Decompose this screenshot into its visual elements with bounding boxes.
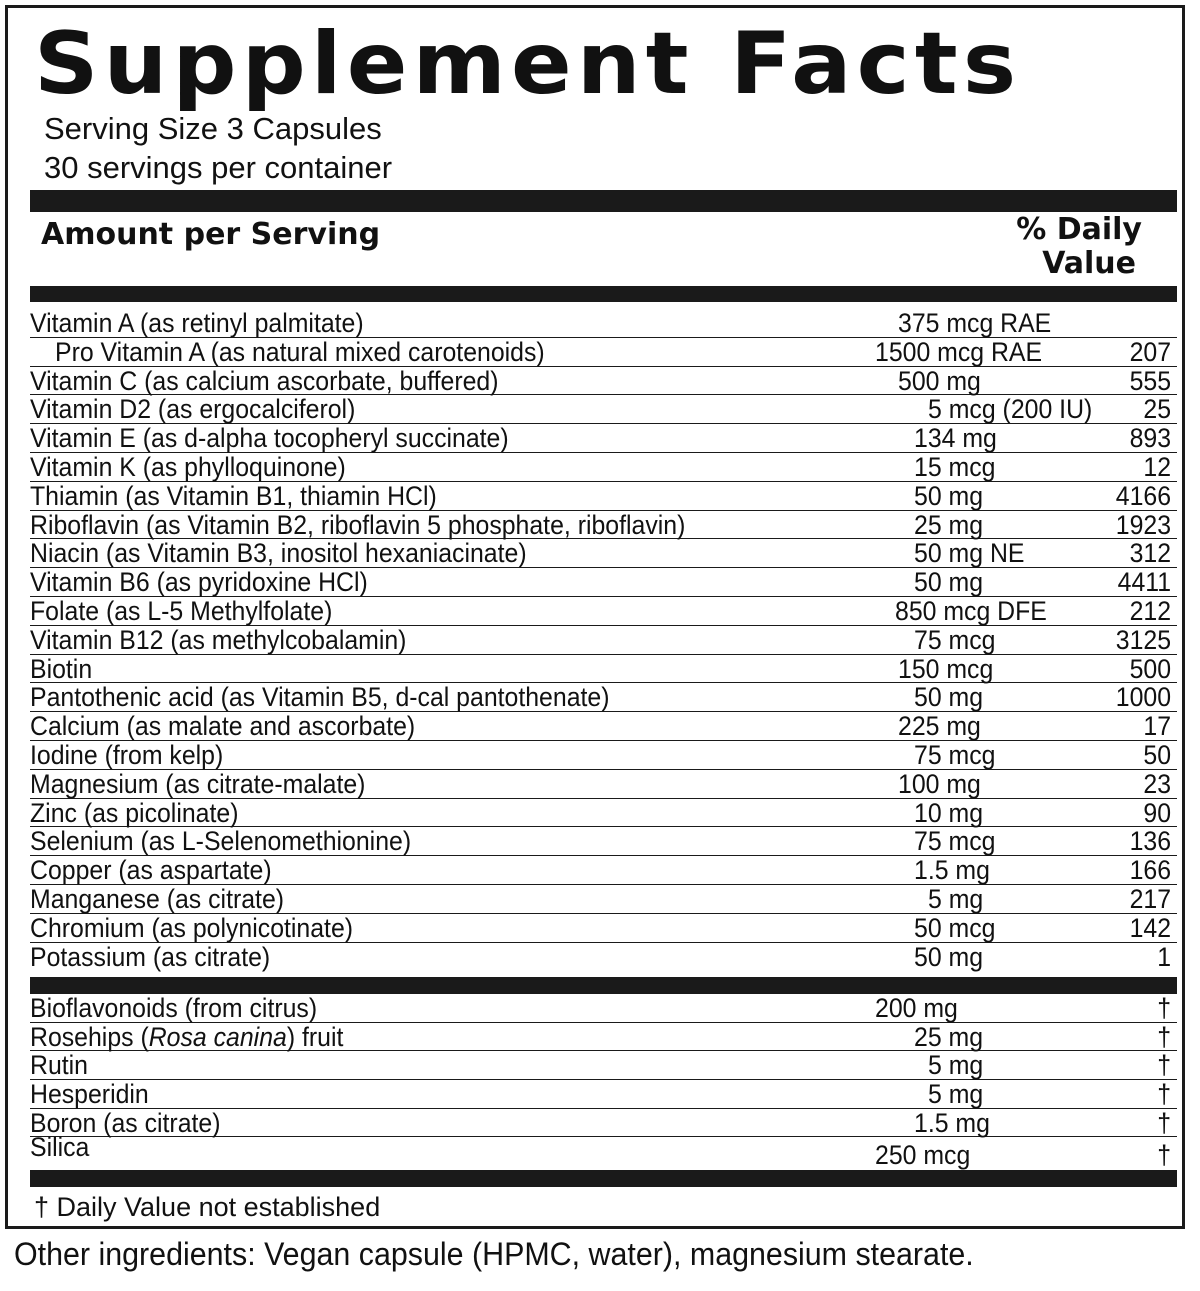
nutrient-amount: 50 mcg — [914, 912, 996, 943]
thick-divider-other — [30, 977, 1177, 994]
nutrient-dv: 12 — [1143, 451, 1171, 482]
other-dv: † — [1157, 1050, 1171, 1081]
nutrient-name: Vitamin B12 (as methylcobalamin) — [30, 624, 407, 655]
other-name-italic: Rosa canina — [148, 1021, 287, 1052]
nutrient-amount: 1.5 mg — [914, 855, 990, 886]
nutrient-name: Potassium (as citrate) — [30, 941, 271, 972]
nutrient-row — [30, 799, 1177, 828]
nutrient-row — [30, 539, 1177, 568]
nutrient-dv: 893 — [1129, 423, 1171, 454]
nutrient-row — [30, 827, 1177, 856]
nutrient-name: Pantothenic acid (as Vitamin B5, d-cal pantothenate) — [30, 682, 610, 713]
nutrient-amount: 50 mg — [914, 567, 984, 598]
nutrient-dv: 136 — [1129, 826, 1171, 857]
nutrient-dv: 23 — [1143, 768, 1171, 799]
nutrient-amount: 500 mg — [898, 365, 981, 396]
nutrient-dv: 500 — [1129, 653, 1171, 684]
other-amount: 5 mg — [928, 1079, 984, 1110]
nutrient-amount: 225 mg — [898, 711, 981, 742]
nutrient-dv: 166 — [1129, 855, 1171, 886]
other-amount: 200 mg — [875, 993, 958, 1023]
nutrient-dv: 1923 — [1115, 509, 1171, 540]
nutrient-amount: 50 mg NE — [914, 538, 1025, 569]
nutrient-amount: 850 mcg DFE — [895, 595, 1047, 626]
nutrient-dv: 4411 — [1117, 567, 1171, 598]
nutrient-name: Folate (as L-5 Methylfolate) — [30, 595, 333, 626]
nutrient-dv: 312 — [1129, 538, 1171, 569]
nutrient-row — [30, 943, 1177, 972]
nutrient-dv: 207 — [1129, 336, 1171, 367]
nutrient-name: Vitamin C (as calcium ascorbate, buffered) — [30, 365, 499, 396]
nutrient-amount: 150 mcg — [898, 653, 994, 684]
label-title: Supplement Facts — [34, 14, 1022, 114]
other-row — [30, 1051, 1177, 1080]
other-row — [30, 1109, 1177, 1138]
nutrient-row — [30, 482, 1177, 511]
other-name: Hesperidin — [30, 1079, 149, 1110]
other-name-after: ) fruit — [286, 1021, 344, 1052]
nutrient-name: Manganese (as citrate) — [30, 883, 285, 914]
nutrient-name: Thiamin (as Vitamin B1, thiamin HCl) — [30, 480, 437, 511]
serving-size: Serving Size 3 Capsules — [44, 111, 382, 146]
other-row — [30, 1023, 1177, 1052]
nutrient-dv: 50 — [1143, 739, 1171, 770]
nutrient-dv: 17 — [1143, 711, 1171, 742]
other-name: Boron (as citrate) — [30, 1107, 221, 1138]
other-row — [30, 1080, 1177, 1109]
nutrient-amount: 75 mcg — [914, 624, 996, 655]
nutrient-name: Copper (as aspartate) — [30, 855, 272, 886]
nutrient-row — [30, 856, 1177, 885]
nutrient-dv: 4166 — [1115, 480, 1171, 511]
nutrient-amount: 50 mg — [914, 480, 984, 511]
other-amount: 25 mg — [914, 1021, 984, 1052]
nutrient-name: Vitamin E (as d-alpha tocopheryl succinate) — [30, 423, 509, 454]
nutrient-amount: 1500 mcg RAE — [875, 336, 1043, 367]
nutrient-row — [30, 395, 1177, 424]
nutrient-row — [30, 712, 1177, 741]
nutrient-row — [30, 338, 1177, 367]
nutrient-name: Vitamin B6 (as pyridoxine HCl) — [30, 567, 368, 598]
nutrient-name: Biotin — [30, 653, 93, 684]
nutrient-row — [30, 885, 1177, 914]
nutrient-amount: 15 mcg — [914, 451, 996, 482]
nutrient-dv: 1 — [1157, 941, 1171, 972]
nutrient-row — [30, 367, 1177, 396]
nutrient-name: Calcium (as malate and ascorbate) — [30, 711, 416, 742]
other-name: Bioflavonoids (from citrus) — [30, 993, 318, 1023]
other-dv: † — [1157, 1107, 1171, 1138]
nutrient-row — [30, 655, 1177, 684]
daily-value-header-line1: % Daily — [1016, 212, 1142, 247]
thick-divider-top — [30, 190, 1177, 212]
nutrient-row — [30, 914, 1177, 943]
nutrient-dv: 212 — [1129, 595, 1171, 626]
other-amount: 1.5 mg — [914, 1107, 990, 1138]
nutrient-name: Iodine (from kelp) — [30, 739, 224, 770]
other-dv: † — [1157, 1140, 1171, 1171]
other-ingredients-table — [30, 993, 1177, 1171]
nutrient-amount: 50 mg — [914, 682, 984, 713]
nutrient-amount: 5 mg — [928, 883, 984, 914]
nutrient-row — [30, 424, 1177, 453]
nutrient-name: Vitamin D2 (as ergocalciferol) — [30, 394, 356, 425]
daily-value-footnote: † Daily Value not established — [34, 1192, 381, 1222]
daily-value-header-line2: Value — [1042, 246, 1136, 281]
nutrient-dv: 90 — [1143, 797, 1171, 828]
other-amount: 5 mg — [928, 1050, 984, 1081]
nutrient-name: Vitamin A (as retinyl palmitate) — [30, 308, 364, 338]
nutrient-amount: 5 mcg (200 IU) — [928, 394, 1093, 425]
other-row — [30, 994, 1177, 1023]
nutrient-row — [30, 568, 1177, 597]
other-name: Rutin — [30, 1050, 88, 1081]
servings-per-container: 30 servings per container — [44, 150, 393, 185]
nutrient-amount: 50 mg — [914, 941, 984, 972]
other-name — [30, 1023, 343, 1052]
nutrient-row — [30, 511, 1177, 540]
nutrient-name: Niacin (as Vitamin B3, inositol hexaniacinate) — [30, 538, 527, 569]
nutrient-name: Selenium (as L-Selenomethionine) — [30, 826, 412, 857]
nutrient-table — [30, 309, 1177, 971]
other-name-before: Rosehips ( — [30, 1021, 149, 1052]
nutrient-amount: 100 mg — [898, 768, 981, 799]
nutrient-dv: 555 — [1129, 365, 1171, 396]
nutrient-amount: 134 mg — [914, 423, 997, 454]
nutrient-name: Zinc (as picolinate) — [30, 797, 239, 828]
nutrient-row — [30, 453, 1177, 482]
other-dv: † — [1157, 993, 1171, 1023]
amount-per-serving-header: Amount per Serving — [41, 217, 381, 252]
nutrient-row — [30, 741, 1177, 770]
other-amount: 250 mcg — [875, 1140, 971, 1171]
nutrient-row — [30, 597, 1177, 626]
nutrient-name: Magnesium (as citrate-malate) — [30, 768, 366, 799]
nutrient-name: Chromium (as polynicotinate) — [30, 912, 354, 943]
thick-divider-bottom — [30, 1170, 1177, 1187]
other-dv: † — [1157, 1079, 1171, 1110]
other-row — [30, 1132, 1177, 1171]
thick-divider-header — [30, 286, 1177, 302]
nutrient-dv: 3125 — [1115, 624, 1171, 655]
daily-value-header — [942, 213, 1142, 281]
supplement-facts-panel — [5, 5, 1185, 1229]
nutrient-dv: 217 — [1129, 883, 1171, 914]
other-name: Silica — [30, 1132, 90, 1163]
nutrient-dv: 142 — [1129, 912, 1171, 943]
nutrient-name: Pro Vitamin A (as natural mixed carotenoids) — [55, 336, 545, 367]
nutrient-amount: 375 mcg RAE — [898, 308, 1052, 338]
nutrient-dv: 25 — [1143, 394, 1171, 425]
nutrient-amount: 25 mg — [914, 509, 984, 540]
nutrient-row — [30, 770, 1177, 799]
nutrient-row — [30, 683, 1177, 712]
nutrient-amount: 75 mcg — [914, 739, 996, 770]
nutrient-amount: 75 mcg — [914, 826, 996, 857]
other-ingredients-text: Other ingredients: Vegan capsule (HPMC, water), magnesium stearate. — [14, 1236, 974, 1272]
nutrient-row — [30, 626, 1177, 655]
other-dv: † — [1157, 1021, 1171, 1052]
nutrient-amount: 10 mg — [914, 797, 984, 828]
nutrient-name: Vitamin K (as phylloquinone) — [30, 451, 346, 482]
nutrient-dv: 1000 — [1115, 682, 1171, 713]
nutrient-row — [30, 309, 1177, 338]
nutrient-name: Riboflavin (as Vitamin B2, riboflavin 5 phosphate, riboflavin) — [30, 509, 686, 540]
